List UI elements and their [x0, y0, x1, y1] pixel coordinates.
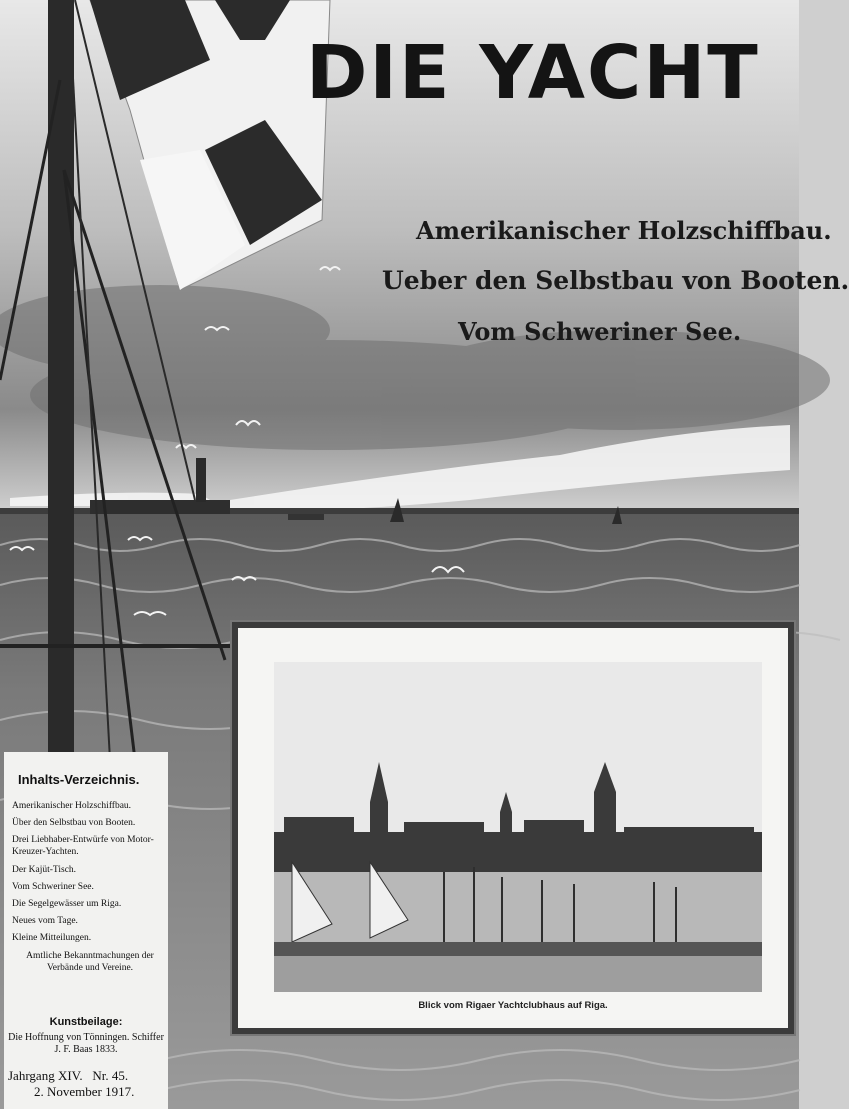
- riga-photo: [274, 662, 762, 992]
- magazine-title: DIE YACHT: [306, 30, 760, 116]
- contents-list: [12, 800, 168, 979]
- contents-item: Neues vom Tage.: [12, 916, 78, 927]
- supplement-heading: Kunstbeilage:: [49, 1016, 123, 1028]
- table-of-contents: [4, 752, 168, 1109]
- lighthouse: [196, 458, 206, 502]
- issue-date: 2. November 1917.: [34, 1084, 135, 1099]
- contents-item: Über den Selbstbau von Booten.: [12, 818, 136, 829]
- volume: Jahrgang XIV.: [8, 1068, 83, 1083]
- contents-item: Vom Schweriner See.: [12, 881, 94, 892]
- contents-item: Drei Liebhaber-Entwürfe von Motor-Kreuzer-Yachten.: [12, 835, 154, 858]
- contents-item: Die Segelgewässer um Riga.: [12, 898, 122, 909]
- photo-caption: Blick vom Rigaer Yachtclubhaus auf Riga.: [418, 1000, 608, 1011]
- headline-3: Vom Schweriner See.: [458, 317, 742, 346]
- photo-frame: [232, 622, 794, 1034]
- contents-item: Der Kajüt-Tisch.: [12, 864, 77, 875]
- contents-item: Amerikanischer Holzschiffbau.: [12, 801, 132, 811]
- distant-steamer: [288, 514, 324, 520]
- issue-number: Nr. 45.: [92, 1068, 129, 1083]
- riga-photo-image: [274, 662, 762, 992]
- contents-item: Kleine Mitteilungen.: [12, 933, 92, 944]
- contents-heading: Inhalts-Verzeichnis.: [18, 772, 140, 787]
- pier: [90, 500, 230, 514]
- headline-2: Ueber den Selbstbau von Booten.: [382, 266, 849, 295]
- contents-item: Amtliche Bekanntmachungen der Verbände und Vereine.: [26, 950, 154, 973]
- issue-info: [8, 1068, 134, 1100]
- headline-1: Amerikanischer Holzschiffbau.: [416, 216, 832, 245]
- supplement-text: Die Hoffnung von Tönningen. Schiffer J. F. Baas 1833.: [8, 1032, 164, 1055]
